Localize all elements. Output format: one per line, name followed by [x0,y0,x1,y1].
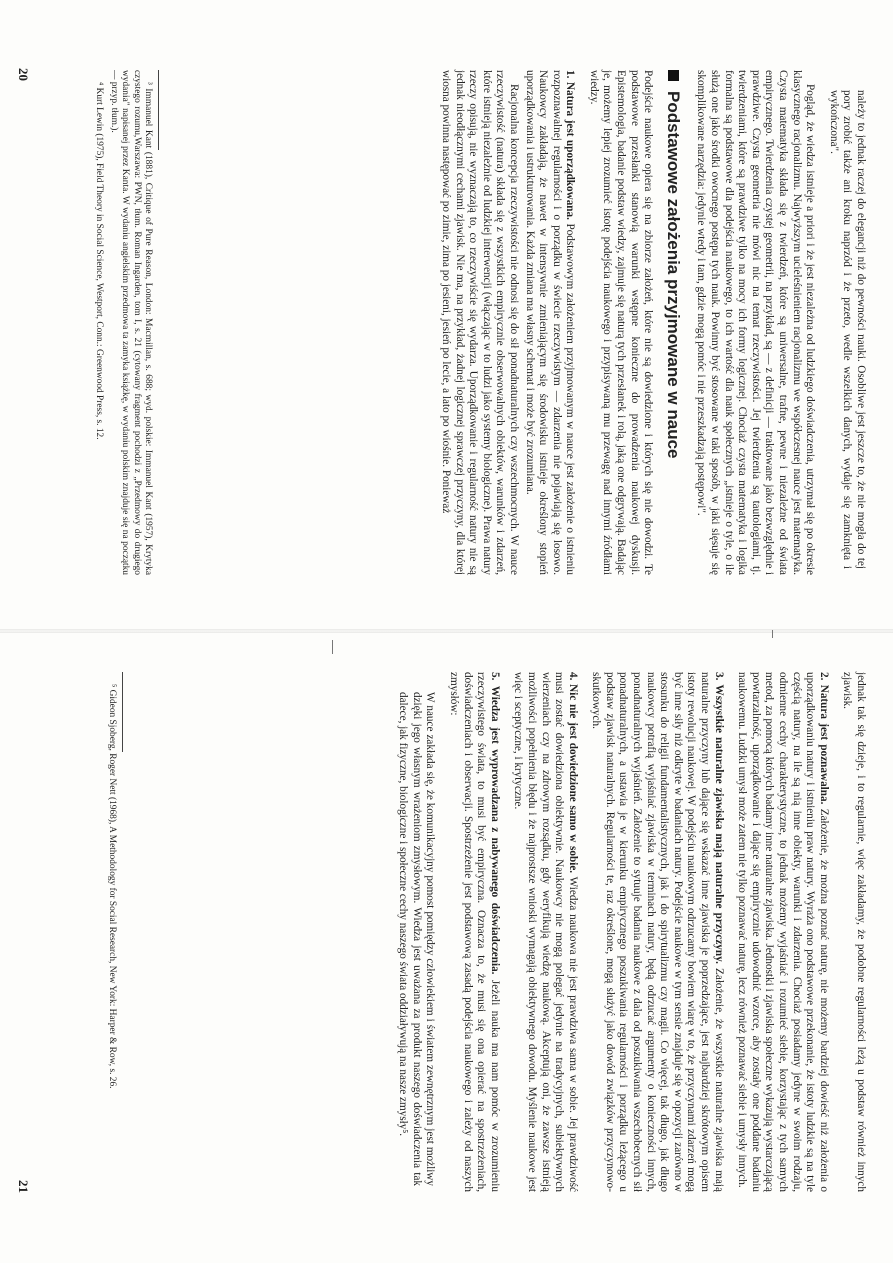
assumption-4-number: 4. [566,672,579,681]
assumption-1 [522,70,576,575]
page-number-left: 20 [16,68,31,81]
kant-quote-end: należy to jednak raczej do elegancji niż do pewności nauki. Osobliwe jest jeszcze to, że nie mogła do tej pory zrobić także ani kroku naprzód i że przeto, wedle wszelkich danych, wydaje się zamknięta i wykończona". [827,90,867,569]
assumption-2-body: Założenie, że można poznać naturę, nie możemy bardziej dowieść niż założenia o uporządkowaniu natury i istnieniu praw natury. Wyraża ono podstawowe przekonanie, że istoty ludzkie są na tyle częścią natury, na ile są nią inne obiekty, warunki i zdarzenia. Chociaż posiadamy jedyne w swoim rodzaju, odmienne cechy charakterystyczne, to jednak możemy wyjaśniać i rozumieć siebie, korzystając z tych samych metod, za pomocą których badamy inne naturalne zjawiska. Jednostki i zjawiska społeczne wykazują wystarczającą powtarzalność, uporządkowanie i dające się empirycznie udowodnić wzorce, aby zostały one poddane badaniu naukowemu. Ludzki umysł może zatem nie tylko poznawać naturę, lecz również poznawać siebie i umysły innych. [736,672,830,1193]
assumption-5-body: Jeżeli nauka ma nam pomóc w zrozumieniu rzeczywistego świata, to musi być empiryczna. Oznacza to, że musi się ona opierać na spostrzeżeniach, doświadczeniach i obserwacji. Spostrzeżenie jest podstawową zasadą podejścia naukowego i zależy od naszych zmysłów: [447,672,501,1192]
assumption-2 [735,672,830,1192]
assumption-1-body: Podstawowym założeniem przyjmowanym w nauce jest założenie o istnieniu rozpoznawalnej regularności i o porządku w świecie rzeczywistym — zdarzenia nie pojawiają się losowo. Naukowcy zakładają, że nawet w intensywnie zmieniającym się środowisku istnieje określony stopień uporządkowania i ustrukturowania. Każda zmiana ma własny schemat i może być zrozumiana. [523,70,577,576]
assumption-1-lead: Natura jest uporządkowana. [564,81,577,220]
reality-paragraph: Racjonalna koncepcja rzeczywistości nie odnosi się do sił ponadnaturalnych czy wszechmocnych. W nauce rzeczywistość (natura) składa się z wszystkich empirycznie obserwowalnych obiektów, warunków i zdarzeń, które istnieją niezależnie od ludzkiej interwencji (włączając w to ludzi jako systemy biologiczne). Prawa natury rzeczy opisują, nie wyznaczają to, co rzeczywiście się wydarza. Uporządkowanie i regularność natury nie są jednak nieodłącznymi cechami zjawisk. Nie ma, na przykład, żadnej logicznej sprawczej przyczyny, dla której wiosna powinna następować po zimie, zima po jesieni, jesień po lecie, a lato po wiośnie. Ponieważ [439,70,520,575]
section-heading-text: Podstawowe założenia przyjmowane w nauce [663,91,683,459]
footnote-3: ³ Immanuel Kant (1881), Critique of Pure Reason, London: Macmillan, s. 688; wyd. polskie: Immanuel Kant (1957), Krytyka czystego rozumu,Warszawa: PWN, tłum. Roman Ingarden, tom I, s. 21 (cytowany fragment pochodzi z „Przedmowy do drugiego wydania" napisanej przez Kanta. W wydaniu angielskim przedmowa ta zamyka książkę, w wydaniu polskim znajduje się na początku — przyp. tłum.). [108,70,153,575]
assumption-2-number: 2. [817,672,830,681]
rationalism-paragraph: Pogląd, że wiedza istnieje a priori i że jest niezależna od ludzkiego doświadczenia, utrzymał się po okresie klasycznego racjonalizmu. Najwyższym ucieleśnieniem racjonalizmu we współczesnej nauce jest matematyka. Czysta matematyka składa się z twierdzeń, które są uniwersalne, trafne, pewne i niezależne od świata empirycznego. Twierdzenia czystej geometrii, na przykład, są — z definicji — traktowane jako bezwzględnie i prawdziwe. Czysta geometria nie mówi nic na temat rzeczywistości. Jej twierdzenia są tautologiami, tj. twierdzeniami, które są prawdziwe tylko na mocy ich formy logicznej. Chociaż czysta matematyka i logika formalna są podstawowe dla podejścia naukowego, to ich wartość dla nauk społecznych „istnieje o tyle, o ile służą one jako środki owocnego postępu tych nauk. Powinny być stosowane w taki sposób, w jaki sięsuje się skomplikowane narzędzia: jedynie wtedy i tam, gdzie mogą pomóc i nie przeszkadzają postępowi". [695,70,817,575]
right-page-body [394,672,867,1192]
page-number-right: 21 [16,1180,31,1193]
footnote-rule [122,672,123,752]
assumption-3-number: 3. [712,672,725,681]
footnote-4: ⁴ Kurt Lewin (1975), Field Theory in Social Science, Westport, Conn.: Greenwood Press, s. 12. [94,82,105,440]
assumption-3 [589,672,725,1192]
assumption-4-body: Wiedza naukowa nie jest prawdziwa sama w sobie. Jej prawdziwość musi zostać dowiedziona obiektywnie. Naukowcy nie mogą polegać jedynie na tradycyjnych, subiektywnych wierzeniach czy na zdrowym rozsądku, gdy weryfikują wiedzę naukową. Akceptują oni, że zawsze istnieją możliwości popełnienia błędu i że najprostsze wnioski wymagają obiektywnego dowodu. Myślenie naukowe jest więc i sceptyczne, i krytyczne. [512,672,579,1192]
assumption-3-body: Założenie, że wszystkie naturalne zjawiska mają naturalne przyczyny lub dające się wskazać inne zjawiska je poprzedzające, jest najbardziej skrótowym opisem istoty rewolucji naukowej. W podejściu naukowym odrzucamy bowiem wiarę w to, że przyczynami zdarzeń mogą być inne siły niż odkryte w badaniach natury. Podejście naukowe w tym sensie znajduje się w opozycji zarówno w stosunku do religii fundamentalistycznych, jak i do spirytualizmu czy magii. Co więcej, tak długo, jak długo naukowcy potrafią wyjaśniać zjawiska w terminach natury, będą odrzucać argumenty o konieczności innych, ponadnaturalnych wyjaśnień. Założenie to sytuuje badania naukowe z dala od poszukiwania wszechobecnych sił ponadnaturalnych, a ustawia je w kierunku empirycznego poszukiwania regularności i porządku leżącego u podstaw zjawisk naturalnych. Regularności te, raz określone, mogą służyć jako dowód związków przyczynowo-skutkowych. [590,672,725,1193]
left-page [0,0,893,631]
right-page [0,632,893,1263]
footnote-5: ⁵ Gideon Sjoberg, Roger Nett (1968), A Methodology for Social Research, New York: Harper & Row, s. 26. [107,684,117,1089]
assumptions-intro-paragraph: Podejście naukowe opiera się na zbiorze założeń, które nie są dowiedzione i których się nie dowodzi. Te podstawowe przesłanki stanowią warunki wstępne konieczne do prowadzenia naukowej dyskusji. Epistemologia, badanie podstaw wiedzy, zajmuje się naturą tych przesłanek i rolą, jaką one odgrywają. Badając je, możemy lepiej zrozumieć istotę podejścia naukowego i przypisywaną mu przewagę nad innymi źródłami wiedzy. [587,70,655,575]
assumption-5-number: 5. [488,672,501,681]
heading-square-icon [668,70,679,81]
assumption-5 [446,672,500,1192]
assumption-2-lead: Natura jest poznawalna. [817,684,830,805]
assumption-1-number: 1. [564,70,577,79]
sjoberg-quote: W nauce zakłada się, że komunikacyjny pomost pomiędzy człowiekiem i światem zewnętrznym jest możliwy dzięki jego własnym wrażeniom zmysłowym. Wiedza jest uważana za produkt naszego doświadczenia tak dalece, jak fizyczne, biologiczne i społeczne cechy naszego świata oddziaływują na nasze zmysły⁵. [397,692,437,1186]
assumption-4 [511,672,579,1192]
assumption-4-lead: Nic nie jest dowiedzione samo w sobie. [566,684,579,874]
left-page-body [436,70,867,575]
regularity-continuation: jednak tak się dzieje, i to regularnie, więc zakładamy, że podobne regularności leżą u podstaw również innych zjawisk. [841,672,867,1192]
assumption-5-lead: Wiedza jest wyprowadzana z nabywanego doświadczenia. [488,685,501,975]
right-footnotes [103,672,123,1192]
footnote-rule [158,70,159,150]
assumption-3-lead: Wszystkie naturalne zjawiska mają naturalne przyczyny. [712,684,725,964]
section-heading [663,70,683,575]
left-footnotes [90,70,159,575]
